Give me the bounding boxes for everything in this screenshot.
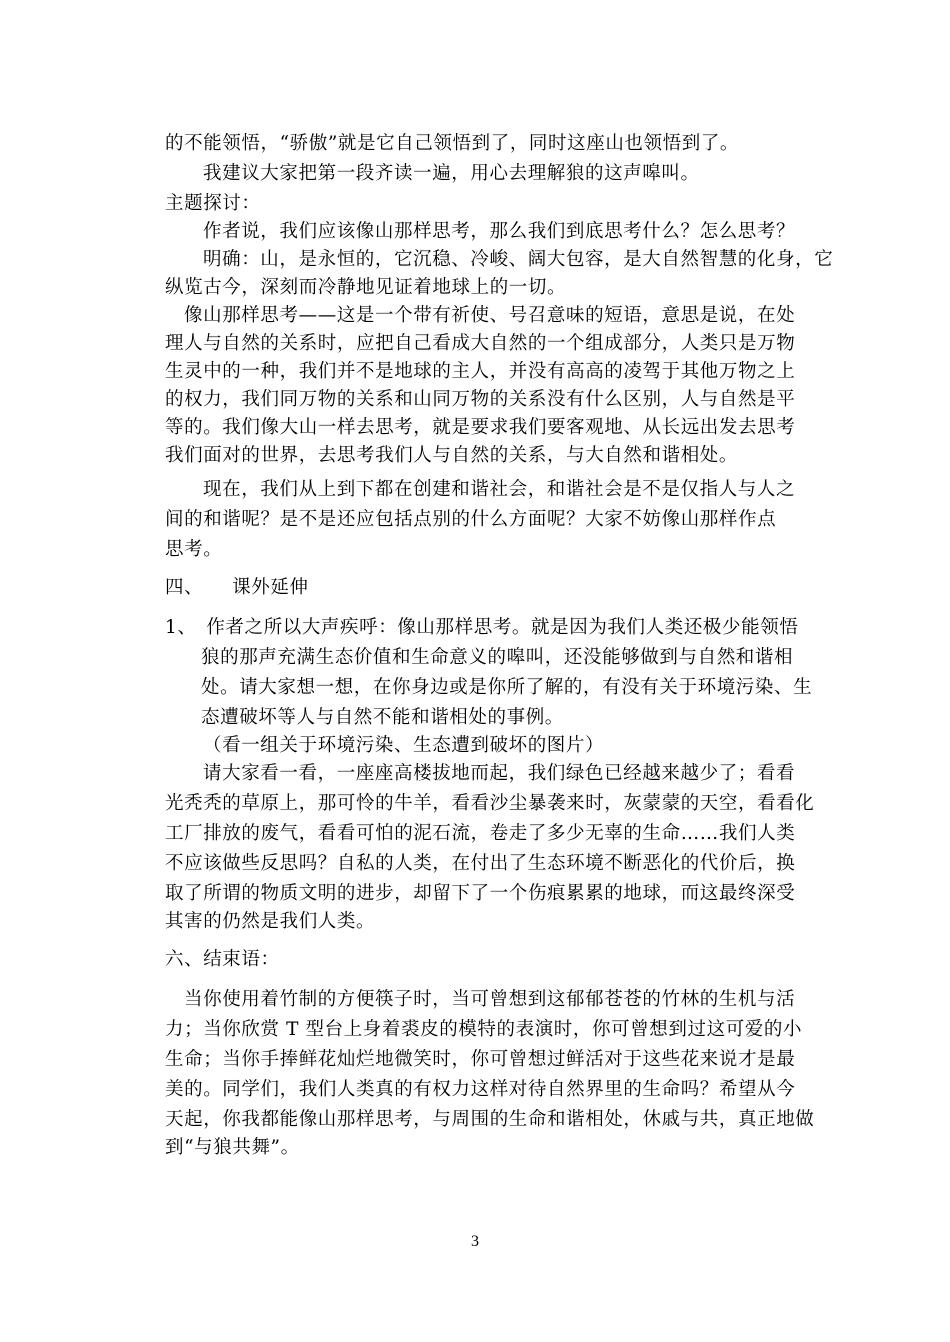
text-line: 生命；当你手捧鲜花灿烂地微笑时，你可曾想过鲜活对于这些花来说才是最 bbox=[165, 1049, 796, 1070]
section-heading: 主题探讨： bbox=[165, 193, 261, 214]
text-line: 作者说，我们应该像山那样思考，那么我们到底思考什么？怎么思考？ bbox=[203, 221, 796, 242]
section-heading: 六、结束语： bbox=[165, 949, 280, 970]
text-line: （看一组关于环境污染、生态遭到破坏的图片） bbox=[203, 735, 605, 756]
page-number: 3 bbox=[471, 1233, 479, 1250]
text-line: 美的。同学们，我们人类真的有权力这样对待自然界里的生命吗？希望从今 bbox=[165, 1079, 796, 1100]
text-line: 纵览古今，深刻而冷静地见证着地球上的一切。 bbox=[165, 277, 567, 298]
text-line: 取了所谓的物质文明的进步，却留下了一个伤痕累累的地球，而这最终深受 bbox=[165, 883, 796, 904]
text-line: 光秃秃的草原上，那可怜的牛羊，看看沙尘暴袭来时，灰蒙蒙的天空，看看化 bbox=[165, 793, 815, 814]
text-line: 生灵中的一种，我们并不是地球的主人，并没有高高的凌驾于其他万物之上 bbox=[165, 361, 796, 382]
text-line: 明确：山，是永恒的，它沉稳、冷峻、阔大包容，是大自然智慧的化身，它 bbox=[203, 249, 834, 270]
text-line: 工厂排放的废气，看看可怕的泥石流，卷走了多少无辜的生命……我们人类 bbox=[165, 823, 796, 844]
text-line: 我们面对的世界，去思考我们人与自然的关系，与大自然和谐相处。 bbox=[165, 445, 739, 466]
text-line: 力；当你欣赏 T 型台上身着裘皮的模特的表演时，你可曾想到过这可爱的小 bbox=[165, 1019, 803, 1040]
text-line: 的权力，我们同万物的关系和山同万物的关系没有什么区别，人与自然是平 bbox=[165, 389, 796, 410]
list-item: 1、 作者之所以大声疾呼：像山那样思考。就是因为我们人类还极少能领悟 bbox=[165, 617, 799, 638]
text-line: 当你使用着竹制的方便筷子时，当可曾想到这郁郁苍苍的竹林的生机与活 bbox=[184, 989, 796, 1010]
text-line: 的不能领悟，“骄傲”就是它自己领悟到了，同时这座山也领悟到了。 bbox=[165, 133, 740, 154]
text-line: 请大家看一看，一座座高楼拔地而起，我们绿色已经越来越少了；看看 bbox=[203, 763, 796, 784]
text-line: 等的。我们像大山一样去思考，就是要求我们要客观地、从长远出发去思考 bbox=[165, 417, 796, 438]
text-line: 态遭破坏等人与自然不能和谐相处的事例。 bbox=[201, 707, 564, 728]
text-line: 天起，你我都能像山那样思考，与周围的生命和谐相处，休戚与共，真正地做 bbox=[165, 1109, 815, 1130]
text-line: 处。请大家想一想，在你身边或是你所了解的，有没有关于环境污染、生 bbox=[201, 677, 813, 698]
section-heading: 四、 课外延伸 bbox=[165, 577, 309, 598]
text-line: 间的和谐呢？是不是还应包括点别的什么方面呢？大家不妨像山那样作点 bbox=[165, 509, 777, 530]
text-line: 理人与自然的关系时，应把自己看成大自然的一个组成部分，人类只是万物 bbox=[165, 333, 796, 354]
text-line: 不应该做些反思吗？自私的人类，在付出了生态环境不断恶化的代价后，换 bbox=[165, 853, 796, 874]
text-line: 狼的那声充满生态价值和生命意义的嗥叫，还没能够做到与自然和谐相 bbox=[201, 647, 794, 668]
text-line: 思考。 bbox=[165, 539, 223, 560]
text-line: 到“与狼共舞”。 bbox=[165, 1137, 300, 1158]
text-line: 像山那样思考——这是一个带有祈使、号召意味的短语，意思是说，在处 bbox=[184, 305, 796, 326]
text-line: 其害的仍然是我们人类。 bbox=[165, 911, 376, 932]
text-line: 现在，我们从上到下都在创建和谐社会，和谐社会是不是仅指人与人之 bbox=[203, 479, 796, 500]
text-line: 我建议大家把第一段齐读一遍，用心去理解狼的这声嗥叫。 bbox=[203, 163, 700, 184]
